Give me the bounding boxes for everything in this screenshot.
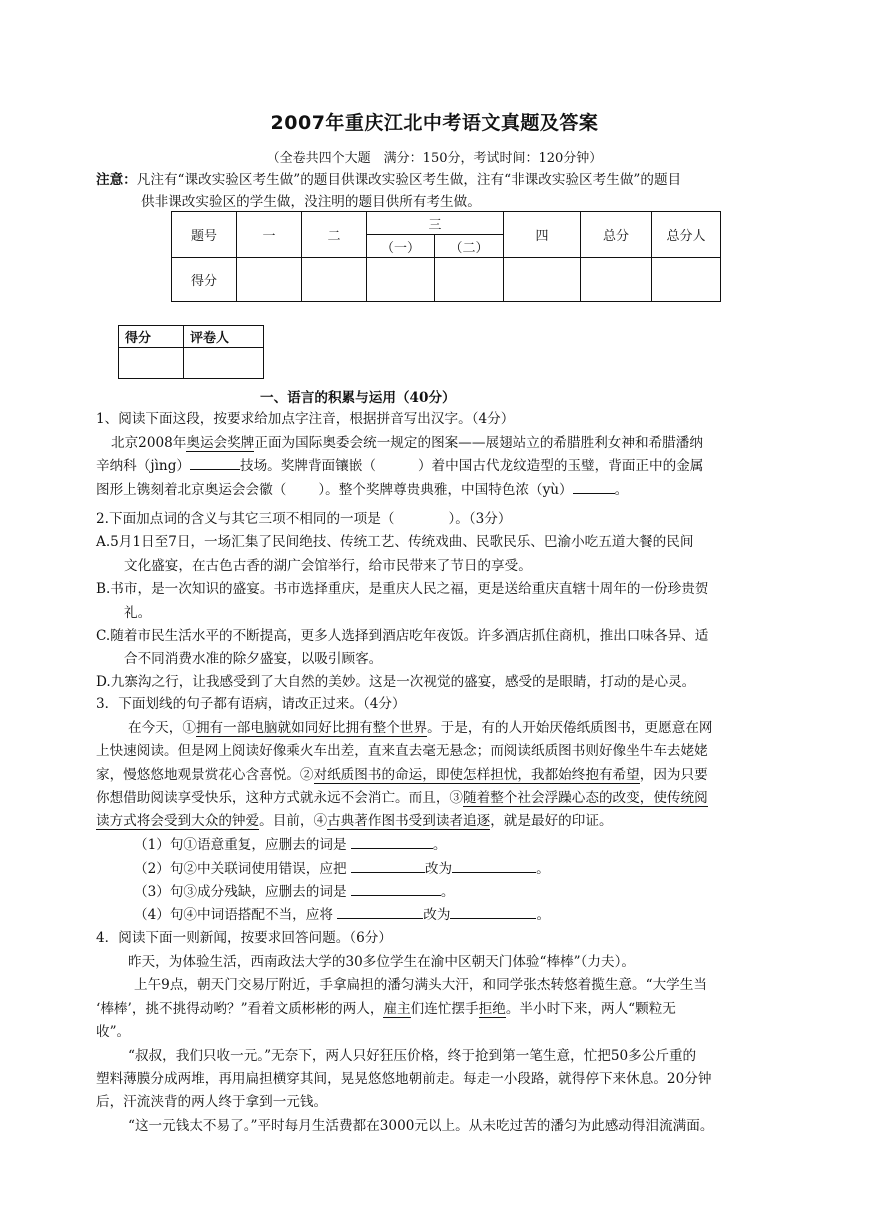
q2-option-c-line-2: 合不同消费水准的除夕盛宴，以吸引顾客。 (124, 651, 383, 667)
col-2: 二 (302, 212, 367, 258)
grader-score-label: 得分 (119, 326, 184, 348)
score-cell-3b[interactable] (435, 258, 504, 302)
score-cell-totaler[interactable] (652, 258, 721, 302)
note-line-1 (96, 168, 681, 188)
q3-sub-2-blank-from[interactable] (351, 859, 425, 873)
q3-sub-1: （1）句①语意重复，应删去的词是 。 (134, 837, 447, 853)
q3-sub-4-blank-from[interactable] (337, 905, 423, 919)
q4-para-2-line-3: 收”。 (96, 1024, 131, 1040)
q3-sentence-1: 拥有一部电脑就如同好比拥有整个世界 (195, 720, 428, 736)
q4-underline-refuse: 拒绝 (478, 1001, 506, 1017)
q1-para-line-3: 图形上镌刻着北京奥运会会徽（ ）。整个奖牌尊贵典雅，中国特色浓（yù） 。 (96, 482, 629, 498)
q4-para-3-line-2: 塑料薄膜分成两堆，再用扁担横穿其间，晃晃悠悠地朝前走。每走一小段路，就得停下来休息。20分钟 (96, 1071, 712, 1087)
q2-option-a-line-2: 文化盛宴，在古色古香的湖广会馆举行，给市民带来了节日的享受。 (124, 558, 532, 574)
q4-stem: 4．阅读下面一则新闻，按要求回答问题。（6分） (96, 930, 392, 946)
q3-sub-4-blank-to[interactable] (450, 905, 536, 919)
col-totaler: 总分人 (652, 212, 721, 258)
q4-para-1: 昨天，为体验生活，西南政法大学的30多位学生在渝中区朝天门体验“棒棒”（力夫）。 (128, 954, 635, 970)
score-cell-3a[interactable] (367, 258, 435, 302)
q3-para-line-2: 上快速阅读。但是网上阅读好像乘火车出差，直来直去毫无悬念；而阅读纸质图书则好像坐牛车去姥姥 (96, 743, 708, 759)
q1-stem: 1、阅读下面这段，按要求给加点字注音，根据拼音写出汉字。（4分） (96, 411, 515, 427)
score-cell-2[interactable] (302, 258, 367, 302)
q2-option-d: D.九寨沟之行，让我感受到了大自然的美妙。这是一次视觉的盛宴，感受的是眼睛，打动的是心灵。 (96, 674, 696, 690)
q3-sub-2-blank-to[interactable] (452, 859, 536, 873)
q2-option-c-line-1: C.随着市民生活水平的不断提高，更多人选择到酒店吃年夜饭。许多酒店抓住商机，推出口味各异、适 (96, 628, 709, 644)
col-tihao: 题号 (172, 212, 237, 258)
q2-stem: 2.下面加点词的含义与其它三项不相同的一项是（ ）。（3分） (96, 511, 512, 527)
q3-para-line-1: 在今天，①拥有一部电脑就如同好比拥有整个世界。于是，有的人开始厌倦纸质图书，更愿意在网 (128, 720, 713, 736)
col-3b: （二） (435, 235, 504, 258)
q1-para-line-2: 辛纳科（jìng） 技场。奖牌背面镶嵌（ ）着中国古代龙纹造型的玉璧，背面正中的金属 (96, 458, 704, 474)
q1-underline-medal: 奥运会奖牌 (186, 435, 255, 451)
col-3: 三 (367, 212, 504, 235)
col-3a: （一） (367, 235, 435, 258)
row-score-label: 得分 (172, 258, 237, 302)
score-cell-1[interactable] (237, 258, 302, 302)
grader-name-label: 评卷人 (184, 326, 264, 348)
q1-blank-yu[interactable] (573, 480, 615, 494)
score-table (171, 211, 721, 302)
grader-score-cell[interactable] (119, 348, 184, 379)
q3-para-line-5: 读方式将会受到大众的钟爱。目前，④古典著作图书受到读者追逐，就是最好的印证。 (96, 813, 613, 829)
q4-para-3-line-3: 后，汗流浃背的两人终于拿到一元钱。 (96, 1094, 328, 1110)
note-label: 注意： (96, 172, 137, 188)
col-4: 四 (504, 212, 581, 258)
q3-sub-2: （2）句②中关联词使用错误，应把 改为 。 (134, 861, 550, 877)
q3-sub-3: （3）句③成分残缺，应删去的词是 。 (134, 884, 455, 900)
q4-underline-employer: 雇主 (383, 1001, 411, 1017)
q4-para-4: “这一元钱太不易了。”平时每月生活费都在3000元以上。从未吃过苦的潘匀为此感动得泪流满面。 (128, 1118, 714, 1134)
col-1: 一 (237, 212, 302, 258)
q3-sentence-4: 古典著作图书受到读者追逐 (327, 813, 491, 829)
q1-para-line-1: 北京2008年奥运会奖牌正面为国际奥委会统一规定的图案——展翅站立的希腊胜利女神和希腊潘纳 (111, 435, 703, 451)
q1-blank-jing[interactable] (190, 456, 240, 470)
q3-para-line-3: 家，慢悠悠地观景赏花心含喜悦。②对纸质图书的命运，即使怎样担忧，我都始终抱有希望，因为只要 (96, 767, 708, 783)
section-1-heading: 一、语言的积累与运用（40分） (260, 390, 456, 406)
q4-para-2-line-2: ‘棒棒’，挑不挑得动哟？”看着文质彬彬的两人，雇主们连忙摆手拒绝。半小时下来，两人“颗粒无 (96, 1001, 676, 1017)
page-subtitle: （全卷共四个大题 满分：150分，考试时间：120分钟） (266, 151, 603, 166)
grader-box (118, 325, 264, 379)
score-cell-4[interactable] (504, 258, 581, 302)
q2-option-b-line-2: 礼。 (124, 605, 152, 621)
q3-sentence-2: 对纸质图书的命运，即使怎样担忧，我都始终抱有希望 (313, 767, 640, 783)
q3-sentence-3-cont: 读方式将会受到大众的钟爱 (96, 813, 260, 829)
q3-stem: 3．下面划线的句子都有语病，请改正过来。（4分） (96, 696, 406, 712)
q2-option-a-line-1: A.5月1日至7日，一场汇集了民间绝技、传统工艺、传统戏曲、民歌民乐、巴渝小吃五道大餐的民间 (96, 534, 694, 550)
q3-sub-4: （4）句④中词语搭配不当，应将 改为 。 (134, 907, 551, 923)
q3-sentence-3: 随着整个社会浮躁心态的改变，使传统阅 (463, 790, 708, 806)
q4-para-2-line-1: 上午9点，朝天门交易厅附近，手拿扁担的潘匀满头大汗，和同学张杰转悠着揽生意。“大学生当 (134, 977, 707, 993)
note-text-1: 凡注有“课改实验区考生做”的题目供课改实验区考生做，注有“非课改实验区考生做”的题目 (136, 172, 682, 188)
grader-name-cell[interactable] (184, 348, 264, 379)
note-line-2: 供非课改实验区的学生做，没注明的题目供所有考生做。 (141, 194, 481, 210)
q3-para-line-4: 你想借助阅读享受快乐，这种方式就永远不会消亡。而且，③随着整个社会浮躁心态的改变，使传统阅 (96, 790, 708, 806)
page-title: 2007年重庆江北中考语文真题及答案 (270, 112, 599, 134)
col-total: 总分 (581, 212, 652, 258)
q2-option-b-line-1: B.书市，是一次知识的盛宴。书市选择重庆，是重庆人民之福，更是送给重庆直辖十周年的一份珍贵贺 (96, 581, 709, 597)
q3-sub-3-blank[interactable] (351, 882, 441, 896)
q3-sub-1-blank[interactable] (351, 835, 433, 849)
q4-para-3-line-1: “叔叔，我们只收一元。”无奈下，两人只好狂压价格，终于抢到第一笔生意，忙把50多公斤重的 (128, 1048, 697, 1064)
score-cell-total[interactable] (581, 258, 652, 302)
